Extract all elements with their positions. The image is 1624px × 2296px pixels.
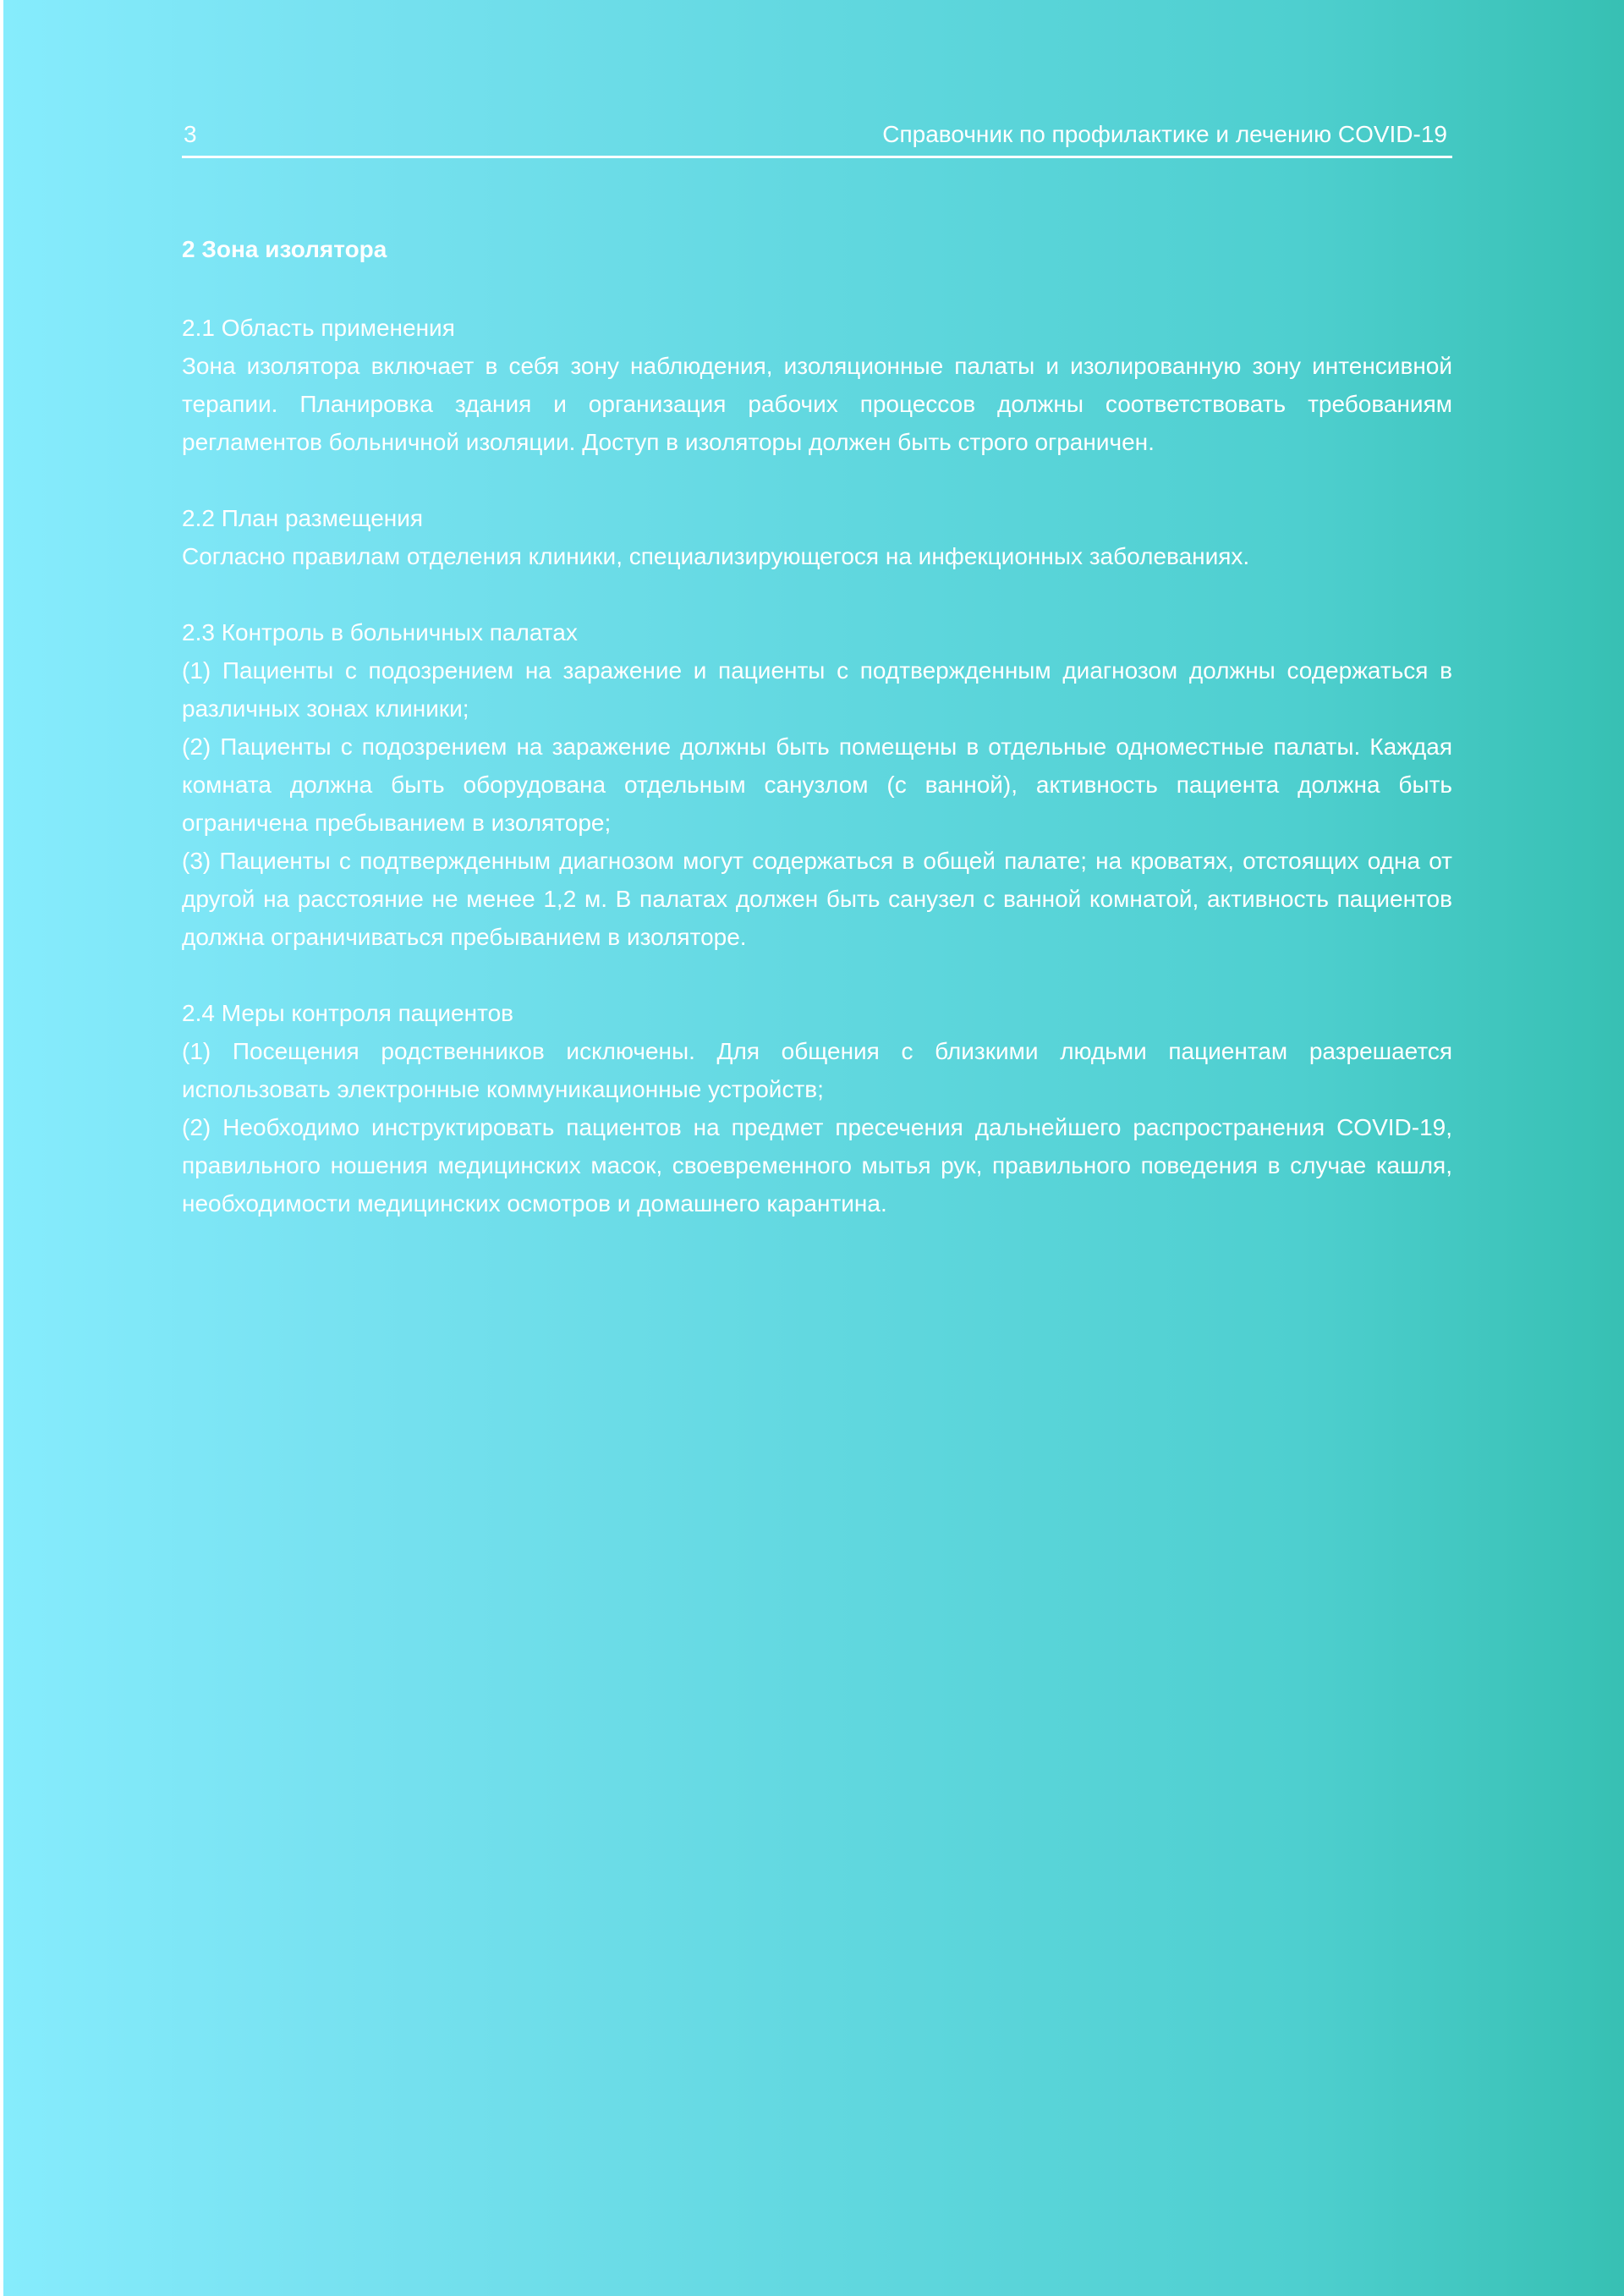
section-heading: 2.1 Область применения — [182, 315, 455, 341]
paragraph: Согласно правилам отделения клиники, специализирующегося на инфекционных заболеваниях. — [182, 543, 1250, 569]
paragraph: (2) Необходимо инструктировать пациентов на предмет пресечения дальнейшего распространения COVID-19, правильного ношения медицинских масок, своевременного мытья рук, правильного поведения в случае кашля, необходимости медицинских осмотров и домашнего карантина. — [182, 1114, 1452, 1217]
paragraph: Зона изолятора включает в себя зону наблюдения, изоляционные палаты и изолированную зону интенсивной терапии. Планировка здания и организация рабочих процессов должны соответствовать требованиям регламентов больничной изоляции. Доступ в изоляторы должен быть строго ограничен. — [182, 353, 1452, 455]
paragraph: (1) Пациенты с подозрением на заражение и пациенты с подтвержденным диагнозом должны содержаться в различных зонах клиники; — [182, 657, 1452, 722]
section-ward-control — [182, 613, 1452, 956]
page-header — [182, 117, 1452, 159]
chapter-title: 2 Зона изолятора — [182, 236, 387, 262]
paragraph: (3) Пациенты с подтвержденным диагнозом могут содержаться в общей палате; на кроватях, отстоящих одна от другой на расстояние не менее 1,2 м. В палатах должен быть санузел с ванной комнатой, активность пациентов должна ограничиваться пребыванием в изоляторе. — [182, 848, 1452, 950]
running-title: Справочник по профилактике и лечению COVID-19 — [882, 121, 1447, 147]
section-patient-control — [182, 994, 1452, 1222]
section-heading: 2.2 План размещения — [182, 505, 424, 531]
section-layout-plan — [182, 499, 1452, 575]
document-body — [182, 228, 1452, 1222]
paragraph: (1) Посещения родственников исключены. Для общения с близкими людьми пациентам разрешается использовать электронные коммуникационные устройств; — [182, 1038, 1452, 1102]
section-heading: 2.4 Меры контроля пациентов — [182, 1000, 514, 1026]
paragraph: (2) Пациенты с подозрением на заражение должны быть помещены в отдельные одноместные палаты. Каждая комната должна быть оборудована отдельным санузлом (с ванной), активность пациента должна быть ограничена пребыванием в изоляторе; — [182, 733, 1452, 836]
header-rule — [182, 156, 1452, 158]
page-edge — [0, 0, 3, 2296]
section-scope — [182, 309, 1452, 461]
page-number: 3 — [184, 121, 197, 147]
section-heading: 2.3 Контроль в больничных палатах — [182, 619, 578, 645]
